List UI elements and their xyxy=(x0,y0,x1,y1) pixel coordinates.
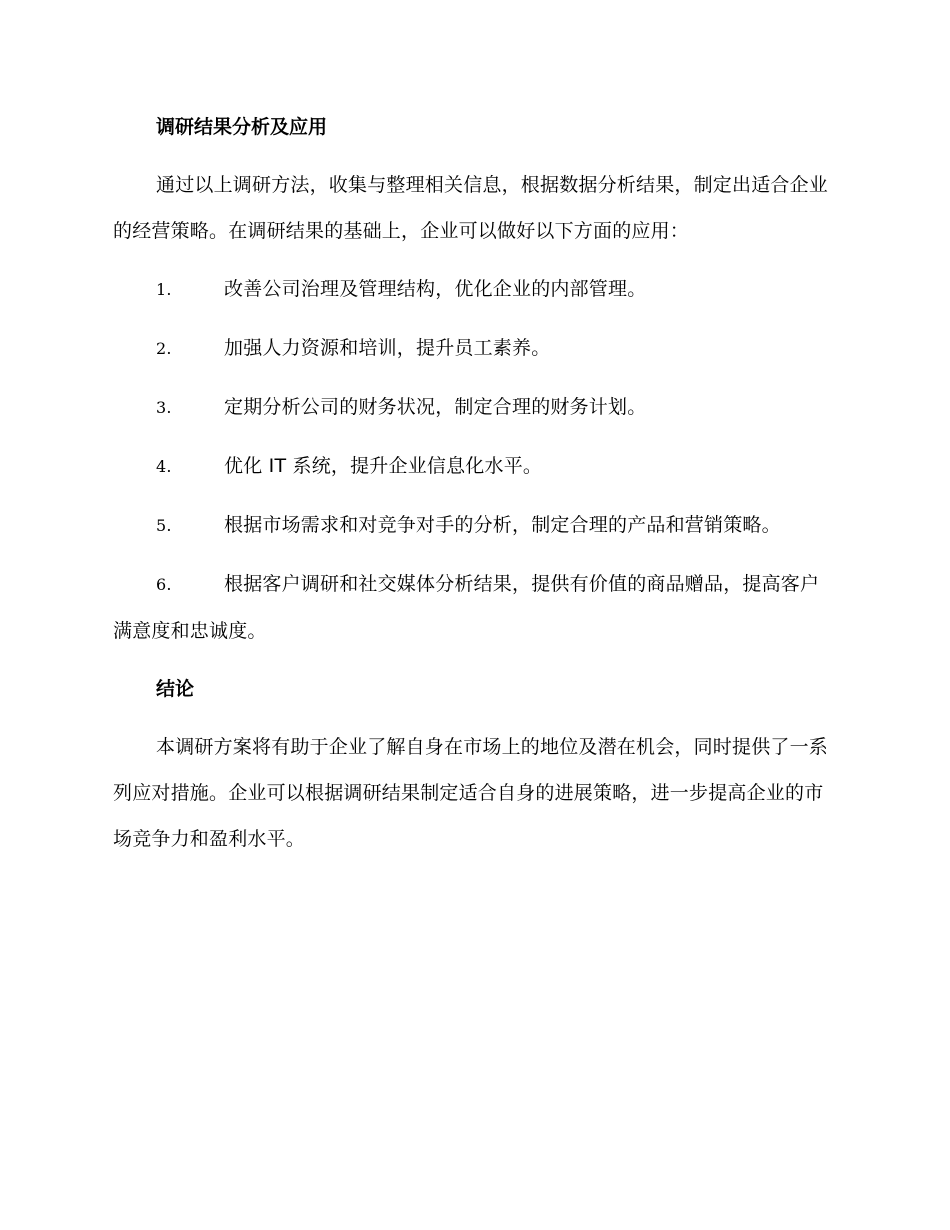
list-item-6 xyxy=(113,561,835,654)
list-text: 加强人力资源和培训，提升员工素养。 xyxy=(224,337,551,359)
list-item-1 xyxy=(113,266,835,313)
list-number: 5. xyxy=(156,516,172,535)
list-item-3 xyxy=(113,384,835,431)
list-text: 根据市场需求和对竞争对手的分析，制定合理的产品和营销策略。 xyxy=(224,514,781,536)
list-number: 2. xyxy=(156,339,172,358)
list-text: 定期分析公司的财务状况，制定合理的财务计划。 xyxy=(224,396,647,418)
list-number: 1. xyxy=(156,280,172,299)
list-text: 根据客户调研和社交媒体分析结果，提供有价值的商品赠品，提高客户满意度和忠诚度。 xyxy=(113,573,820,642)
list-item-2 xyxy=(113,325,835,372)
list-item-4 xyxy=(113,443,835,490)
list-text: 改善公司治理及管理结构，优化企业的内部管理。 xyxy=(224,278,647,300)
list-number: 6. xyxy=(156,575,172,594)
list-number: 4. xyxy=(156,457,172,476)
section-heading-conclusion: 结论 xyxy=(156,678,195,700)
list-item-5 xyxy=(113,502,835,549)
list-text: 优化 IT 系统，提升企业信息化水平。 xyxy=(224,455,543,477)
list-number: 3. xyxy=(156,398,172,417)
section-heading-analysis: 调研结果分析及应用 xyxy=(156,116,328,138)
conclusion-paragraph: 本调研方案将有助于企业了解自身在市场上的地位及潜在机会，同时提供了一系列应对措施。企业可以根据调研结果制定适合自身的进展策略，进一步提高企业的市场竞争力和盈利水平。 xyxy=(113,736,829,850)
document-content xyxy=(113,104,835,862)
intro-paragraph: 通过以上调研方法，收集与整理相关信息，根据数据分析结果，制定出适合企业的经营策略。在调研结果的基础上，企业可以做好以下方面的应用： xyxy=(113,174,829,242)
